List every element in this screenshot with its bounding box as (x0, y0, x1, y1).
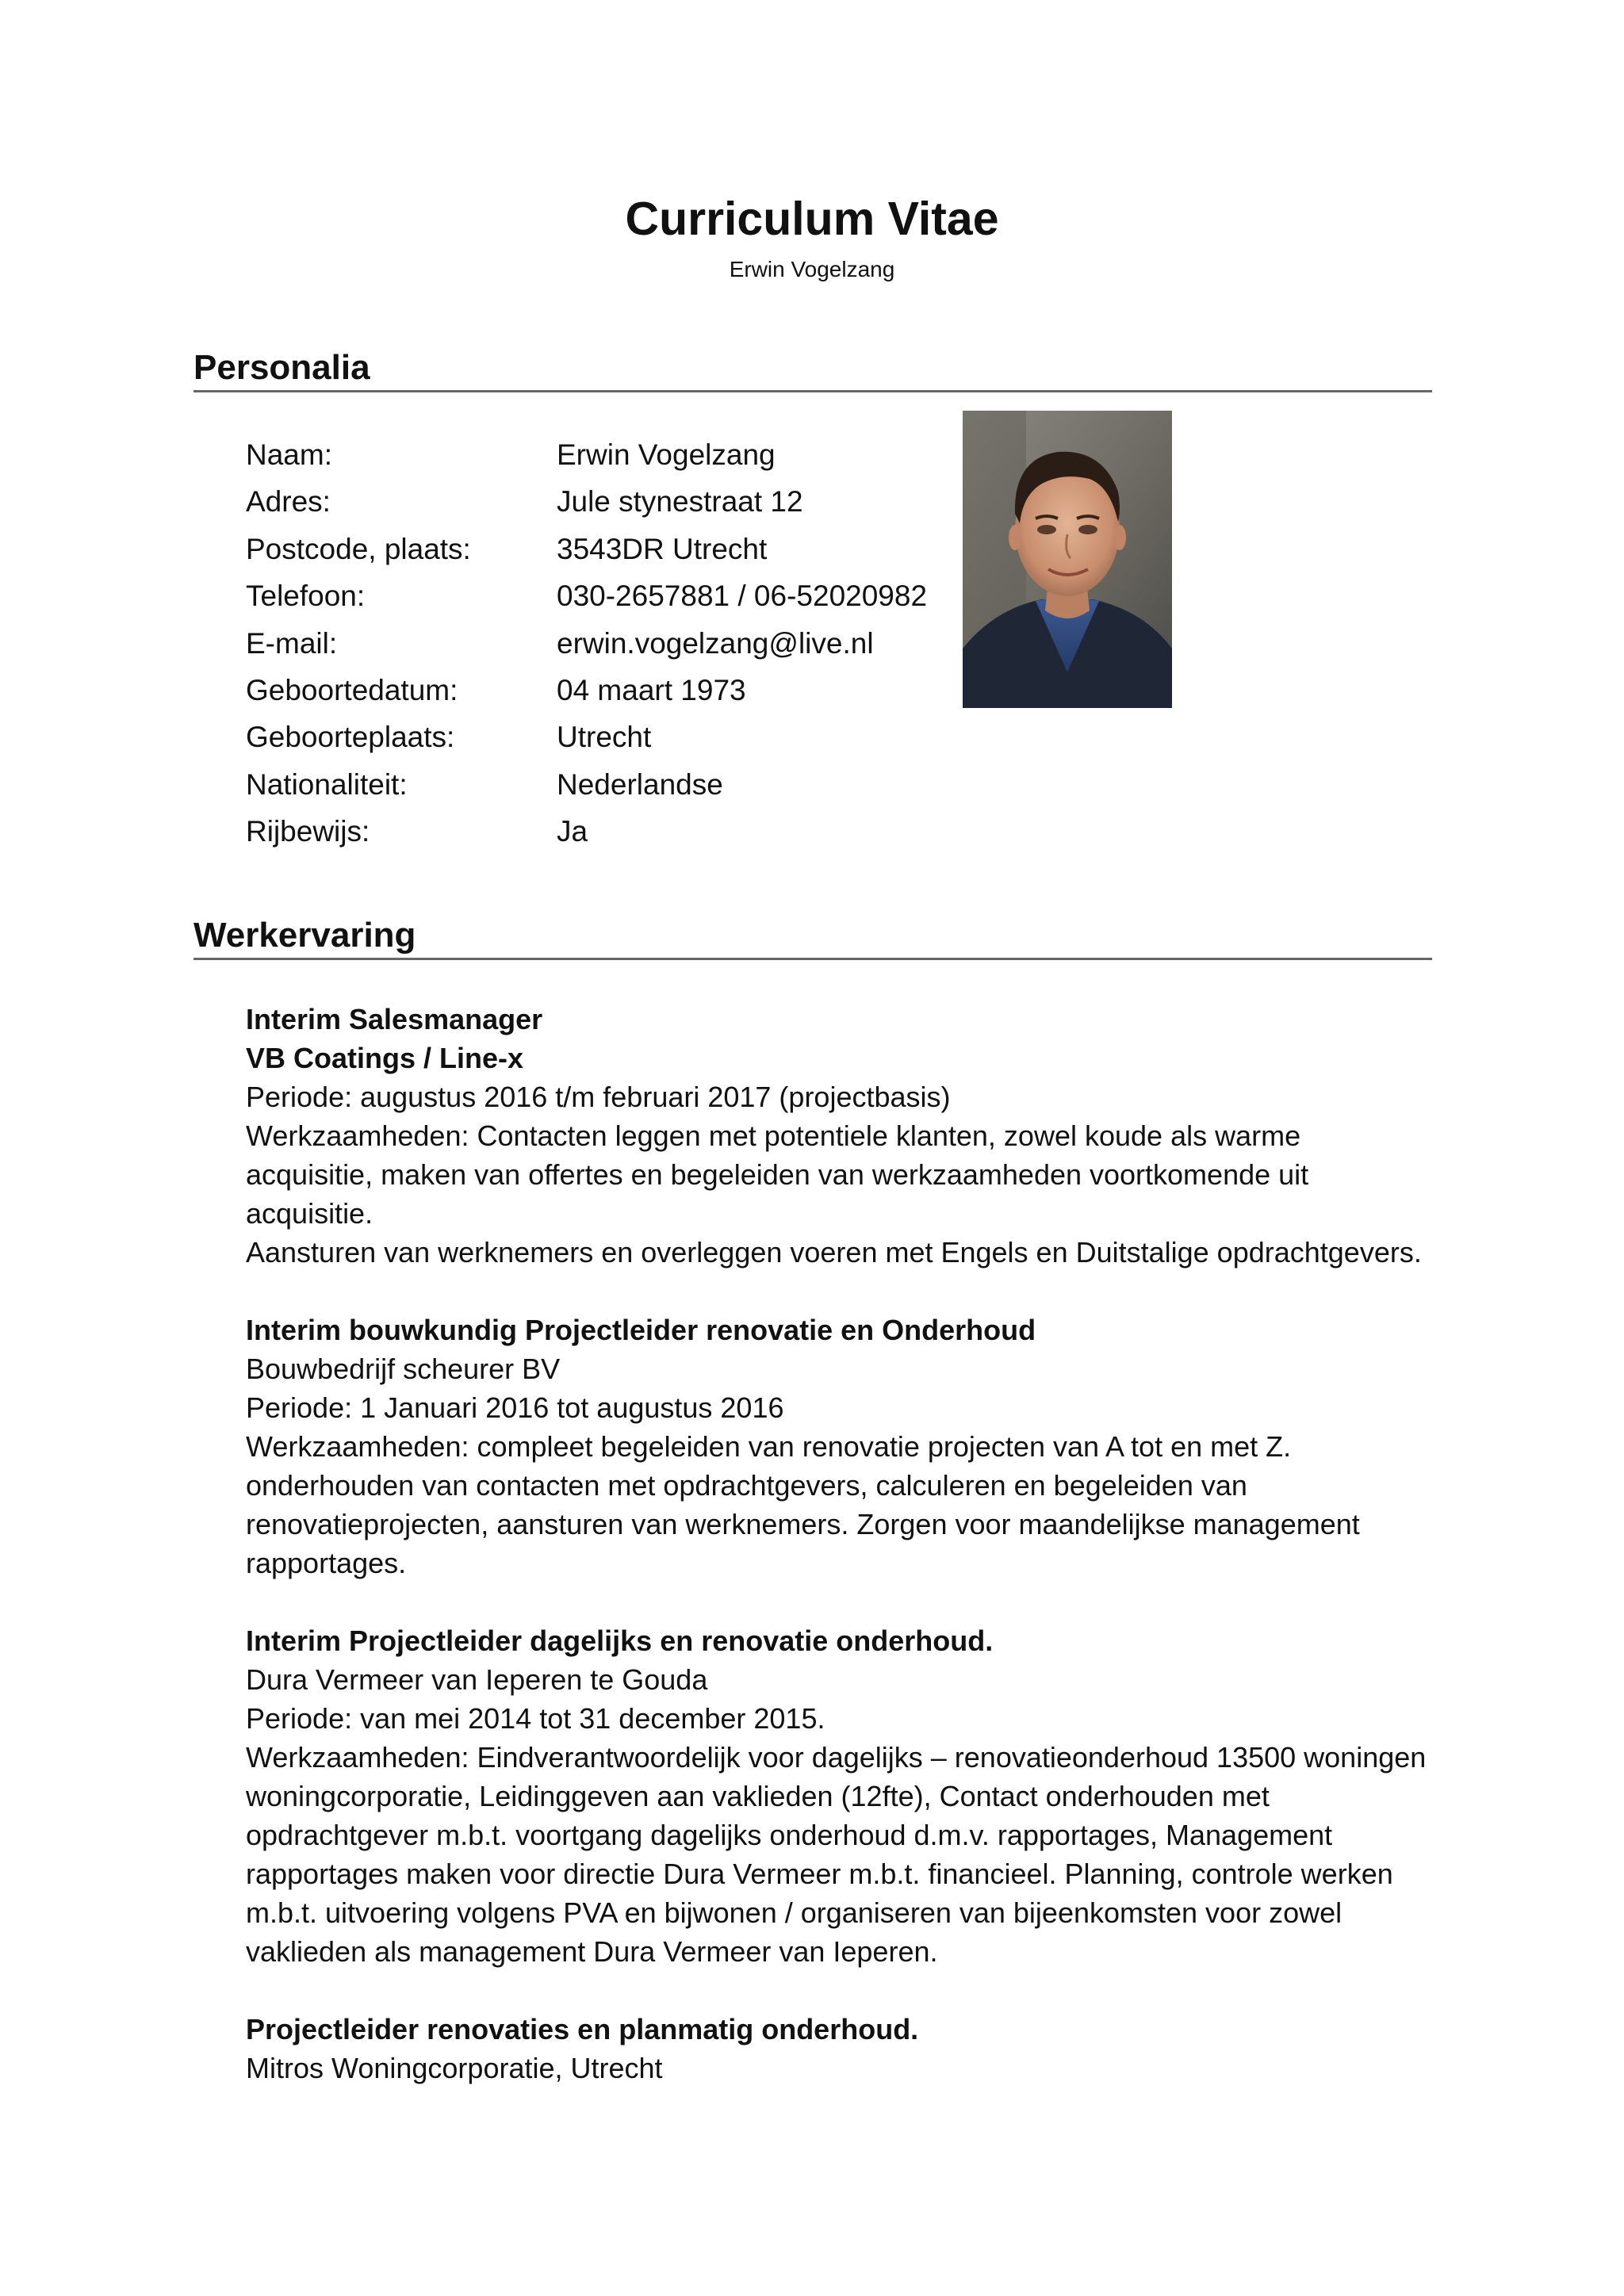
personalia-label: Naam: (246, 438, 332, 471)
section-heading-werkervaring: Werkervaring (193, 913, 1432, 960)
personalia-row-telefoon (246, 572, 927, 619)
job-description-line: woningcorporatie, Leidinggeven aan vaklieden (12fte), Contact onderhouden met (246, 1780, 1270, 1812)
personalia-row-postcode (246, 526, 927, 572)
work-experience-list (246, 1000, 1483, 2126)
personalia-row-adres (246, 478, 927, 525)
job-description-line: m.b.t. uitvoering volgens PVA en bijwonen / organiseren van bijeenkomsten voor zowel (246, 1896, 1342, 1929)
job-entry (246, 2010, 1483, 2087)
personalia-row-geboorteplaats (246, 714, 927, 760)
personalia-label: Nationaliteit: (246, 767, 408, 801)
job-description-line: opdrachtgever m.b.t. voortgang dagelijks onderhoud d.m.v. rapportages, Management (246, 1819, 1333, 1851)
job-period: Periode: 1 Januari 2016 tot augustus 2016 (246, 1391, 784, 1424)
job-description-line: rapportages maken voor directie Dura Vermeer m.b.t. financieel. Planning, controle werken (246, 1858, 1393, 1890)
personalia-value: 3543DR Utrecht (557, 532, 768, 565)
job-description-line: renovatieprojecten, aansturen van werknemers. Zorgen voor maandelijkse management (246, 1508, 1360, 1540)
personalia-label: Postcode, plaats: (246, 532, 471, 565)
job-title: Interim bouwkundig Projectleider renovatie en Onderhoud (246, 1314, 1036, 1346)
personalia-label: Geboortedatum: (246, 673, 458, 706)
job-description-line: Werkzaamheden: Contacten leggen met potentiele klanten, zowel koude als warme (246, 1119, 1301, 1152)
job-title: Interim Salesmanager (246, 1003, 543, 1035)
section-heading-personalia: Personalia (193, 346, 1432, 392)
portrait-photo (963, 411, 1172, 708)
personalia-label: E-mail: (246, 626, 338, 660)
job-description-line: Werkzaamheden: Eindverantwoordelijk voor dagelijks – renovatieonderhoud 13500 woningen (246, 1741, 1427, 1774)
personalia-value: 030-2657881 / 06-52020982 (557, 580, 928, 613)
job-description-line: acquisitie, maken van offertes en begeleiden van werkzaamheden voortkomende uit (246, 1158, 1309, 1191)
personalia-label: Adres: (246, 485, 331, 519)
personalia-value: Jule stynestraat 12 (557, 485, 803, 519)
job-company: Bouwbedrijf scheurer BV (246, 1353, 561, 1385)
job-description-line: acquisitie. (246, 1197, 373, 1230)
personalia-label: Telefoon: (246, 580, 366, 613)
personalia-value: erwin.vogelzang@live.nl (557, 626, 874, 660)
personalia-value: 04 maart 1973 (557, 673, 746, 706)
job-title: Projectleider renovaties en planmatig onderhoud. (246, 2013, 919, 2045)
personalia-label: Geboorteplaats: (246, 721, 455, 754)
personalia-row-nationaliteit (246, 761, 927, 808)
personalia-row-rijbewijs (246, 808, 927, 855)
job-description-line: Aansturen van werknemers en overleggen voeren met Engels en Duitstalige opdrachtgevers. (246, 1236, 1422, 1269)
job-entry (246, 1621, 1483, 1971)
job-entry (246, 1000, 1483, 1272)
personalia-table (246, 431, 927, 855)
job-period: Periode: van mei 2014 tot 31 december 2015. (246, 1702, 825, 1735)
personalia-value: Nederlandse (557, 767, 723, 801)
personalia-row-naam (246, 431, 927, 478)
job-company: Mitros Woningcorporatie, Utrecht (246, 2052, 663, 2084)
personalia-value: Utrecht (557, 721, 652, 754)
document-subtitle: Erwin Vogelzang (729, 257, 895, 281)
job-description-line: rapportages. (246, 1547, 407, 1579)
personalia-value: Erwin Vogelzang (557, 438, 776, 471)
job-title: Interim Projectleider dagelijks en renovatie onderhoud. (246, 1624, 994, 1657)
job-description-line: onderhouden van contacten met opdrachtgevers, calculeren en begeleiden van (246, 1469, 1247, 1502)
personalia-row-geboortedatum (246, 667, 927, 714)
job-company: Dura Vermeer van Ieperen te Gouda (246, 1663, 708, 1696)
job-description-line: vaklieden als management Dura Vermeer van Ieperen. (246, 1935, 938, 1968)
job-description-line: Werkzaamheden: compleet begeleiden van renovatie projecten van A tot en met Z. (246, 1430, 1292, 1463)
job-company: VB Coatings / Line-x (246, 1042, 524, 1074)
document-title: Curriculum Vitae (625, 193, 999, 245)
personalia-label: Rijbewijs: (246, 815, 370, 848)
job-period: Periode: augustus 2016 t/m februari 2017 (projectbasis) (246, 1081, 951, 1113)
personalia-value: Ja (557, 815, 588, 848)
personalia-row-email (246, 620, 927, 667)
job-entry (246, 1311, 1483, 1582)
